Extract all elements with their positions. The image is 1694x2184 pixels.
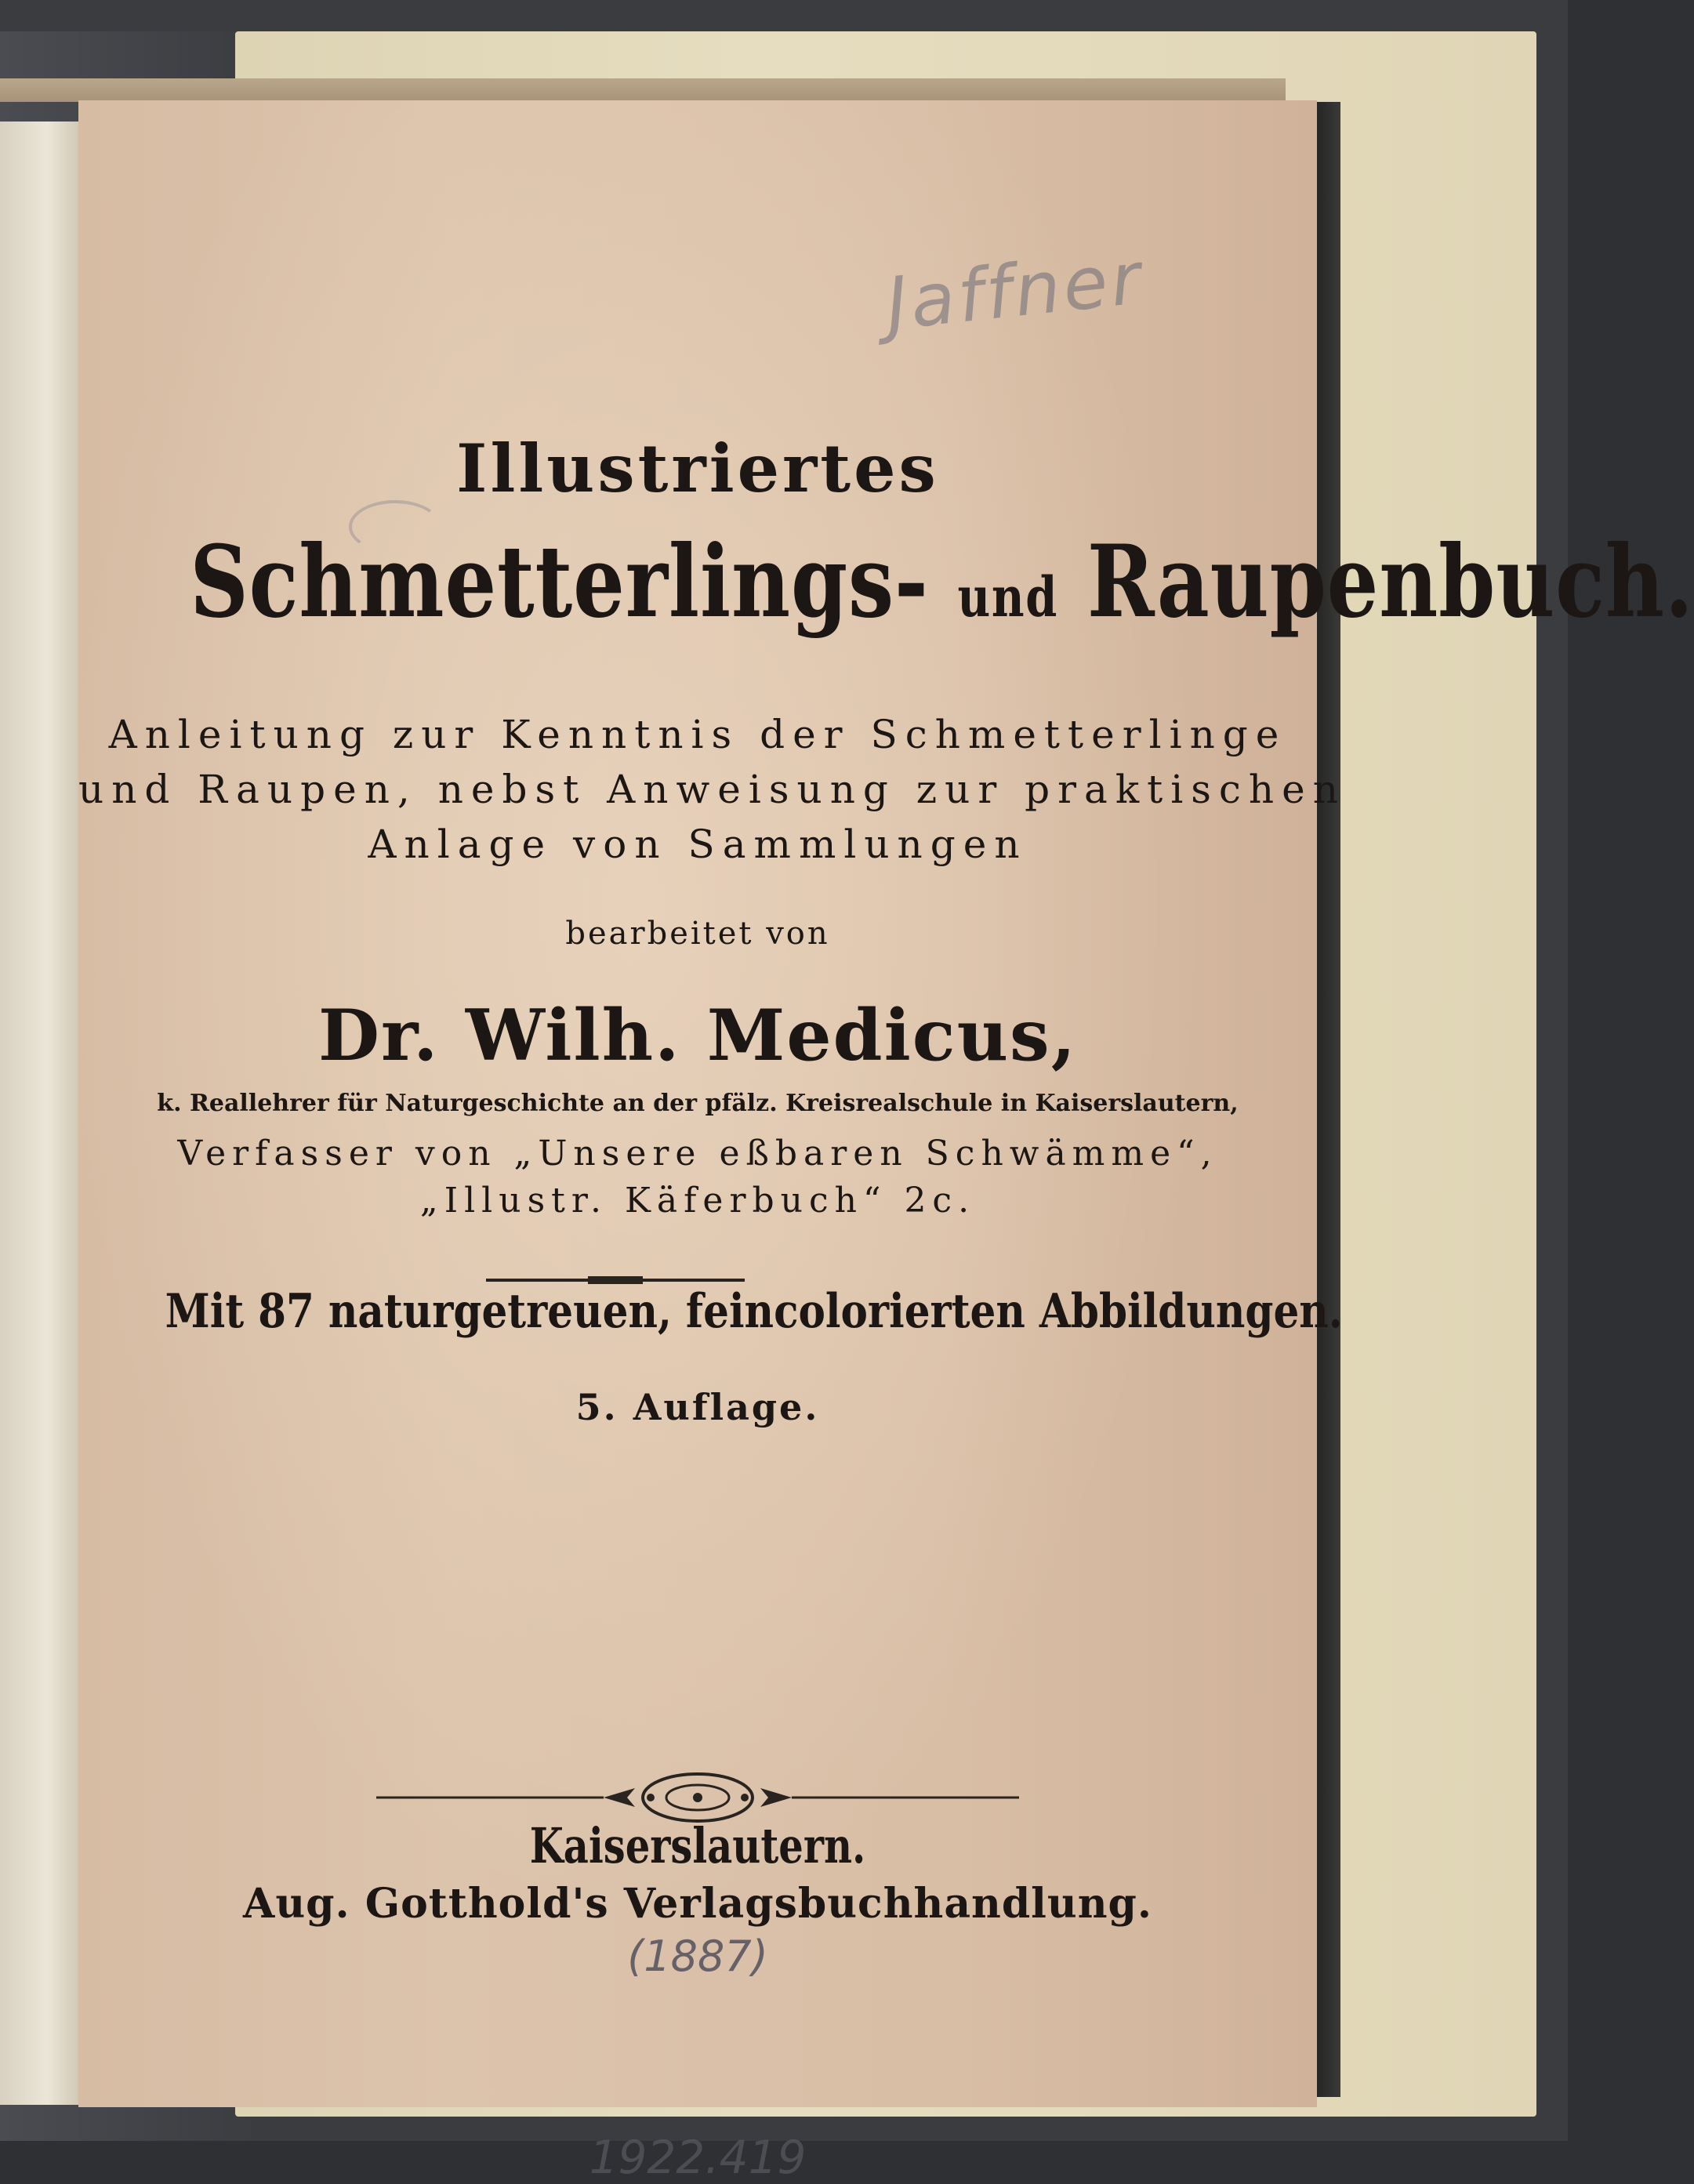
- subtitle-line-3: Anlage von Sammlungen: [368, 822, 1028, 867]
- edited-by-label: bearbeitet von: [565, 916, 830, 952]
- author-name: Dr. Wilh. Medicus,: [317, 994, 1078, 1077]
- main-title-part2: Raupenbuch.: [1086, 524, 1694, 640]
- title-page: [78, 100, 1694, 2184]
- handwritten-signature: Jaffner: [882, 236, 1148, 346]
- author-credential-2: Verfasser von „Unsere eßbaren Schwämme“,: [177, 1134, 1218, 1174]
- handwritten-year: (1887): [627, 1932, 768, 1981]
- page-top-edge: [0, 78, 1286, 102]
- subtitle-line-1: Anleitung zur Kenntnis der Schmetterlinge: [108, 712, 1287, 757]
- divider-rule-center: [588, 1276, 643, 1284]
- handwritten-shelfmark: 1922.419: [589, 2131, 807, 2184]
- title-line-illustriertes: Illustriertes: [456, 430, 939, 507]
- author-credential-3: „Illustr. Käferbuch“ 2c.: [419, 1181, 976, 1221]
- main-title-part1: Schmetterlings-: [190, 524, 929, 640]
- binding-strip: [0, 122, 78, 2105]
- publication-place: Kaiserslautern.: [529, 1817, 866, 1874]
- publisher-name: Aug. Gotthold's Verlagsbuchhandlung.: [242, 1880, 1153, 1928]
- edition-label: 5. Auflage.: [575, 1386, 820, 1428]
- author-credential-1: k. Reallehrer für Naturgeschichte an der pfälz. Kreisrealschule in Kaiserslautern,: [157, 1090, 1239, 1117]
- main-title: [190, 524, 1694, 640]
- main-title-und: und: [957, 564, 1059, 629]
- subtitle-line-2: und Raupen, nebst Anweisung zur praktischen: [78, 767, 1346, 812]
- illustrations-note: Mit 87 naturgetreuen, feincolorierten Abbildungen.: [165, 1284, 1343, 1339]
